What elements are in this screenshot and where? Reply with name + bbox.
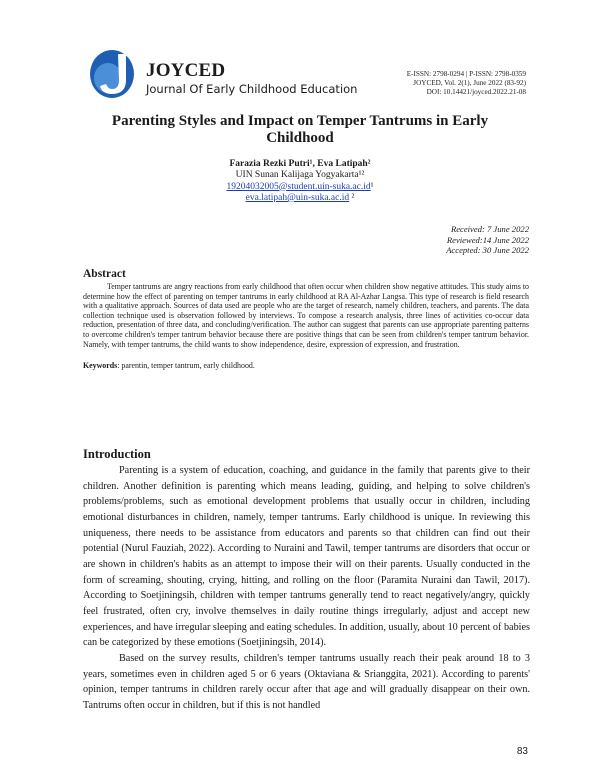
logo-icon xyxy=(88,44,138,100)
intro-paragraph-1: Parenting is a system of education, coaching, and guidance in the family that parents give to their children. Another definition is parenting which means leading, guiding, and helping to solve children's problems/problems, such as emotional development problems that usually occur in children, including emotional disturbances in children, namely, temper tantrums. Early childhood is unique. In reviewing this uniqueness, there needs to be assistance from educators and parents so that children can find out their potential (Nurul Fauziah, 2022). According to Nuraini and Tawil, temper tantrums are disorders that occur or are shown in children's habits as an attempt to impose their will on their parents. Usually conducted in the form of screaming, shouting, crying, hitting, and rolling on the floor (Paramita Nuraini dan Tawil, 2017). According to Soetjiningsih, children with temper tantrums generally tend to react negatively/angry, quickly feel frustrated, often cry, involve themselves in daily routine things irregularly, adjust and accept new experiences, and have irregular sleeping and eating schedules. In addition, usually, about 10 percent of babies can be categorized by these emotions (Soetjiningsih, 2014). xyxy=(83,465,530,649)
introduction-body xyxy=(83,463,530,714)
author-block xyxy=(90,159,510,204)
issn: E-ISSN: 2798-0294 | P-ISSN: 2798-0359 xyxy=(406,70,526,78)
paper-title: Parenting Styles and Impact on Temper Tantrums in Early Childhood xyxy=(111,113,489,146)
page-number: 83 xyxy=(516,746,528,757)
email-line-2 xyxy=(90,193,510,204)
keywords-values: : parentin, temper tantrum, early childhood. xyxy=(117,361,255,370)
journal-info xyxy=(407,70,526,97)
date-reviewed: Reviewed:14 June 2022 xyxy=(446,234,529,245)
email-sup-2: ² xyxy=(349,192,355,203)
date-received: Received: 7 June 2022 xyxy=(450,224,529,234)
journal-subtitle: Journal Of Early Childhood Education xyxy=(146,82,358,96)
review-dates xyxy=(446,224,529,256)
journal-name: JOYCED xyxy=(146,60,226,81)
email-sup-1: ¹ xyxy=(370,181,374,192)
journal-logo xyxy=(88,44,138,100)
affiliation: UIN Sunan Kalijaga Yogyakarta¹² xyxy=(235,170,365,181)
email-link-2[interactable]: eva.latipah@uin-suka.ac.id xyxy=(245,192,350,203)
author-names: Farazia Rezki Putri¹, Eva Latipah² xyxy=(229,159,371,169)
introduction-heading: Introduction xyxy=(83,447,151,461)
abstract-text: Temper tantrums are angry reactions from early childhood that often occur when children show negative attitudes. This study aims to determine how the effect of parenting on temper tantrums in early childhood at RA Al-Azhar Langsa. This type of research is field research with a qualitative approach. Sources of data used are people who are the target of research, namely children, teachers, and parents. The data collection technique used is observation followed by interviews. To compose a research analysis, three lines of activities co-occur data reduction, presentation of three data, and concluding/verification. The author can suggest that parents can use appropriate parenting patterns to overcome children's temper tantrum behavior because there are positive things that can be seen from children's temper tantrum behavior. Namely, with temper tantrums, the child wants to show independence, desire, expression of expression, and frustration. xyxy=(83,282,529,349)
keywords-label: Keywords xyxy=(83,361,118,370)
keywords-line xyxy=(83,361,529,371)
abstract-heading: Abstract xyxy=(83,268,126,280)
doi: DOI: 10.14421/joyced.2022.21-08 xyxy=(426,88,526,96)
date-accepted: Accepted: 30 June 2022 xyxy=(446,245,529,255)
volume-info: JOYCED, Vol. 2(1), June 2022 (83-92) xyxy=(413,79,526,87)
intro-paragraph-2: Based on the survey results, children's temper tantrums usually reach their peak around 18 to 3 years, sometimes even in children aged 5 or 6 years (Oktaviana & Srianggita, 2021). According to parents' opinion, temper tantrums in children rarely occur after that age and will gradually disappear on their own. Tantrums often occur in children, but if this is not handled xyxy=(83,652,530,711)
email-line-1 xyxy=(90,182,510,193)
email-link-1[interactable]: 19204032005@student.uin-suka.ac.id xyxy=(226,181,371,192)
